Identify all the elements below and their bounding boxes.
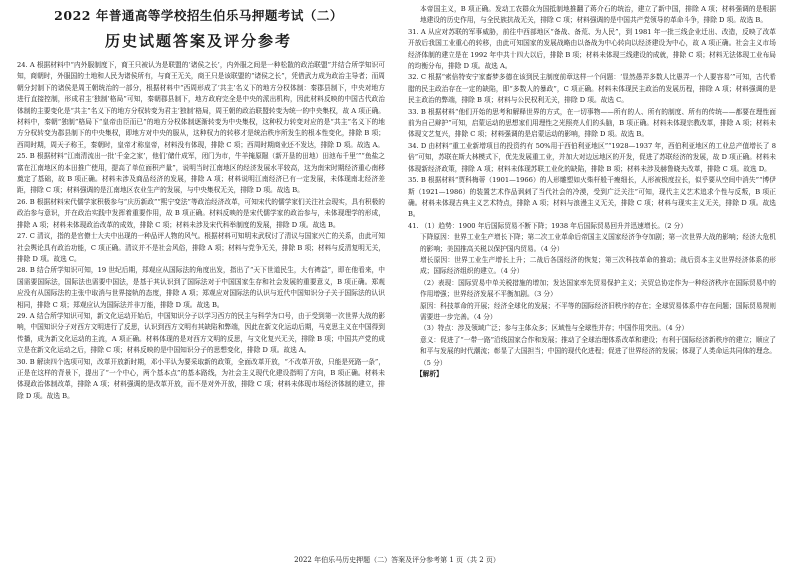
answer-item: [17, 231, 385, 265]
page-header: [0, 0, 397, 50]
answer-text: 增长原因：世界工业生产增长上升；二战后各国经济的恢复；第三次科技革命的推动；战后资本主义世界经济体系的形成；国际经济组织的建立。（4 分）: [420, 255, 776, 276]
answer-text: 下降原因：世界工业生产增长下降；第二次工业革命后帝国主义国家经济争夺加剧；第一次世界大战的影响；经济大危机的影响；美国推高关税以保护国内贸易。（4 分）: [420, 233, 776, 253]
answer-text: D 由材料“重工业新增项目的投资约有 50%用于西伯利亚地区”“1928—1937 年，西伯利亚地区的工业总产值增长了 8 倍”可知，苏联在斯大林模式下，优先发展重工业，并加大对边远地区的开发，促进了苏联经济的发展，故 D 项正确。材料未体现新经济政策，排除 A 项；材料未体现苏联工业化的缺陷，排除 B 项；材料未涉及赫鲁晓夫改革，排除 C 项。故选 D。: [408, 141, 776, 173]
question-number: 33.: [408, 107, 421, 116]
question-number: 27.: [17, 232, 30, 241]
answer-text: B 根据材料“他们开始的思考和解释世界的方式，在一切事物——所有的人、所有的制度、所有的传统——都要在理性面前为自己辩护”可知，启蒙运动的思想家们用理性之光照亮人们的头脑，B 项正确。材料未体现宗教改革，排除 A 项；材料未体现文艺复兴，排除 C 项；材料强调的是启蒙运动的影响，排除 D 项。故选 B。: [408, 107, 776, 139]
question-number: 34.: [408, 141, 421, 150]
question-number: 26.: [17, 197, 30, 206]
answer-item: [17, 311, 385, 357]
question-number: 25.: [17, 152, 30, 161]
answer-text: B 结合所学知识可知，19 世纪后期，郑观应从国际法的角度出发，指出了“天下世道民生，大有裨益”，即在他看来，中国需要国际法，国际法也需要中国法，是基于其认识到了国际法对于中国国家生存和社会发展的重要意义，B 项正确。郑观应没有从国际法的主张中取消与世界接轨的态度，排除 A 项；郑观应对国际法的认识与近代中国知识分子关于国际法的认识相同，排除 C 项；郑观应认为国际法并非万能，排除 D 项。故选 B。: [17, 266, 385, 309]
answer-text: B 解读四个选项可知，改革开放新时期，邓小平认为要采取新的政策，全面改革开放，“不改革开放，只能是死路一条”，正是在这样的背景下，提出了“一个中心，两个基本点”的基本路线，为社会主义现代化建设指明了方向，B 项正确。材料未体现政治体制改革，排除 A 项；材料强调的是改革开放，而不是对外开放，排除 C 项；材料未体现市场经济体制的建立，排除 D 项。故选 B。: [17, 357, 386, 400]
answer-item: [420, 255, 776, 278]
answer-item: [420, 323, 776, 334]
question-number: 31.: [408, 27, 421, 36]
analysis-label: 【解析】: [416, 370, 443, 378]
answer-text: B 根据材料“贾科梅蒂（1901—1966）的人形雕塑如火柴杆般干瘦细长，人形被极度拉长，似乎要从空间中消失”“博伊斯（1921—1986）的装置艺术作品讽刺了当代社会的冷漠，受到广泛关注”可知，现代主义艺术追求个性与反叛，B 项正确。材料未体现古典主义艺术特点，排除 A 项；材料与浪漫主义无关，排除 C 项；材料与现实主义无关，排除 D 项。故选 B。: [408, 176, 776, 219]
answer-text: 原因：科技革命的开展；经济全球化的发展；不平等的国际经济旧秩序的存在；全球贸易体系中存在问题；国际贸易规则需要进一步完善。（4 分）: [420, 301, 776, 321]
answer-text: （3）特点：涉及领域广泛；参与主体众多；区域性与全球性并存；中国作用突出。（4 分）: [420, 324, 689, 333]
answer-item: [17, 197, 385, 231]
answer-item: [408, 107, 776, 141]
question-number: 35.: [408, 176, 421, 185]
answer-text: B 根据材料“江南清流出一批‘千金之家’，他们‘储什成军，闭门为市，牛羊掩原隰（新开垦的田地）田池布千里’”“鱼盐之富在江南地区的本田推广使用，提高了单位面积产量”，说明当时江南地区的经济发展水平较高，这为南宋时期经济重心南移奠定了基础，故 B 项正确。材料未涉及商品经济的发展，排除 A 项；材料说明江南经济已有一定发展，未体现南北经济差距，排除 C 项；材料强调的是江南地区农业生产的发展，与中央集权无关，排除 D 项。故选 B。: [17, 152, 385, 195]
right-column: [408, 4, 776, 380]
answer-item: [17, 265, 385, 311]
answer-text: A 结合所学知识可知，新文化运动开始后，中国知识分子以学习西方的民主与科学为口号，由于受到第一次世界大战的影响，中国知识分子对西方文明进行了反思，认识到西方文明有其缺陷和弊端，因此在新文化运动后期，马克思主义在中国得到传播，成为新文化运动的主流，A 项正确。材料体现的是对西方文明的反思，与文化复兴无关，排除 B 项；中国共产党的成立是在新文化运动之后，排除 C 项；材料反映的是中国知识分子的思想变化，排除 D 项。故选 A。: [17, 311, 386, 355]
answer-item: [408, 141, 776, 175]
answer-item: [420, 278, 776, 301]
answer-item: [408, 27, 776, 73]
answer-item: [17, 151, 385, 197]
exam-title: 2022 年普通高等学校招生伯乐马押题考试（二）: [54, 8, 343, 23]
answer-text: 意义：促进了“一带一路”沿线国家合作和发展；推动了全球治理体系改革和建设；有利于国际经济新秩序的建立；顺应了和平与发展的时代潮流；彰显了大国担当；中国的现代化进程；促进了世界经济的发展；体现了人类命运共同体的理念。（5 分）: [420, 335, 776, 367]
question-number: 32.: [408, 73, 421, 82]
answer-item: [408, 72, 776, 106]
question-number: 41.: [408, 221, 421, 230]
answer-text: 本帝国主义，B 项正确。发动工农群众为国抵制地推翻了蒋介石的统治，建立了新中国，排除 A 项；材料强调的是根据地建设的历史作用，与全民族抗战无关，排除 C 项；材料强调的是中国共产党领导的革命斗争，排除 D 项。故选 B。: [420, 5, 776, 25]
answer-text: C 根据“索倍特安宁家畜梦多德在该到民主制度前章这样一个问题：‘显然愚弄多数人比愚弄一个人要容易’”可知，古代希腊的民主政治存在一定的缺陷，即“多数人的暴政”，C 项正确。材料未体现民主政治的发展历程，排除 A 项；材料强调的是民主政治的弊端，排除 B 项；材料与公民权利无关，排除 D 项。故选 C。: [408, 73, 776, 105]
answer-item: [420, 232, 776, 255]
answer-item: [17, 60, 385, 151]
answer-item: [408, 175, 776, 221]
answer-text: A 从应对苏联的军事威胁，前往中西部地区“备战、备荒、为人民”，到 1981 年一批三线企业迁出、改造，反映了改革开放后我国工业重心的转移，由此可知国家的发展战略由以备战为中心转向以经济建设为中心，故 A 项正确。社会主义市场经济体制的建立是在 1992 年中共十四大以后，排除 B 项；材料未体现三线建设的成就，排除 C 项；材料无法体现工业布局的均衡分布，排除 D 项。故选 A。: [408, 27, 776, 71]
question-number: 29.: [17, 311, 30, 320]
left-column: [17, 60, 385, 402]
answer-item: [408, 221, 776, 232]
answer-text: （1）趋势：1900 年后国际贸易不断下降；1938 年后国际贸易回升并迅速增长。（2 分）: [420, 221, 688, 230]
answer-text: B 根据材料宋代儒学家积极参与“庆历新政”“熙宁变法”等政治经济改革，可知宋代的儒学家们关注社会现实，具有积极的政治参与意识，并在政治实践中发挥着重要作用，故 B 项正确。材料反映的是宋代儒学家的政治参与，未体现理学的形成，排除 A 项；材料未体现政治改革的成效，排除 C 项；材料未涉及宋代科举制度的发展，排除 D 项。故选 B。: [17, 197, 385, 229]
answer-text: A 根据材料中“内外服制度下，商王只被认为是联盟的‘诸侯之长’，内外服之间是一种松散的政治联盟”并结合所学知识可知，商朝时，外服国的土地和人民为诸侯所有，与商王无关，商王只是该联盟的“诸侯之长”，凭借武力成为政治主导者；而周朝分封制下的诸侯是周王朝统治的一部分，根据材料中“西周形成了‘共主’名义下的地方分权体制：秦郡县制下，中央对地方进行直接控制，形成君主‘独制’格局”可知，秦朝郡县制下，地方政府完全是中央的派出机构，因此材料反映的中国古代政治体制的主要变化是“共主”名义下的地方分权转变为君主‘独制’格局，周王朝的政治联盟转变为统一的中央集权，故 A 项正确。材料中，秦朝“独制”格局下“皇帝由臣而已”的地方分权体制逐渐转变为中央集权，这种权力转变对应的是“共主”名义下的地方分权转变为郡县制下的中央集权，即地方对中央的服从，这种权力的转移才是统治秩序所发生的根本性变化，排除 B 项；西周时期，周天子称王，秦朝时，皇帝才称皇帝，材料没有体现，排除 C 项；西周时期商业还不发达，排除 D 项。故选 A。: [17, 61, 385, 149]
question-number: 24.: [17, 61, 30, 69]
answer-text: （2）表现：国际贸易中单关税措施的增加；发达国家率先贸易保护主义；关贸总协定作为一种经济秩序在国际贸易中的作用增强；世界经济发展不平衡加剧。（3 分）: [420, 278, 776, 299]
page-footer: 2022 年伯乐马历史押题（二）答案及评分参考第 1 页（共 2 页）: [294, 556, 500, 564]
question-number: 28.: [17, 266, 30, 275]
document-title: 历史试题答案及评分参考: [104, 32, 292, 50]
answer-item: [17, 357, 385, 403]
answer-item: [420, 335, 776, 369]
answer-text: C 清议，指的是官僚士大夫中出现的一种品评人物的风气。根据材料可知明末武权讨了清议与国家兴亡的关系，由此可知社会舆论具有政治功能，C 项正确。清议并不是社会风俗，排除 A 项；材料与党争无关，排除 B 项；材料与反清复明无关，排除 D 项。故选 C。: [17, 232, 385, 263]
question-number: 30.: [17, 357, 30, 366]
answer-item: [420, 301, 776, 324]
answer-item: [420, 4, 776, 27]
